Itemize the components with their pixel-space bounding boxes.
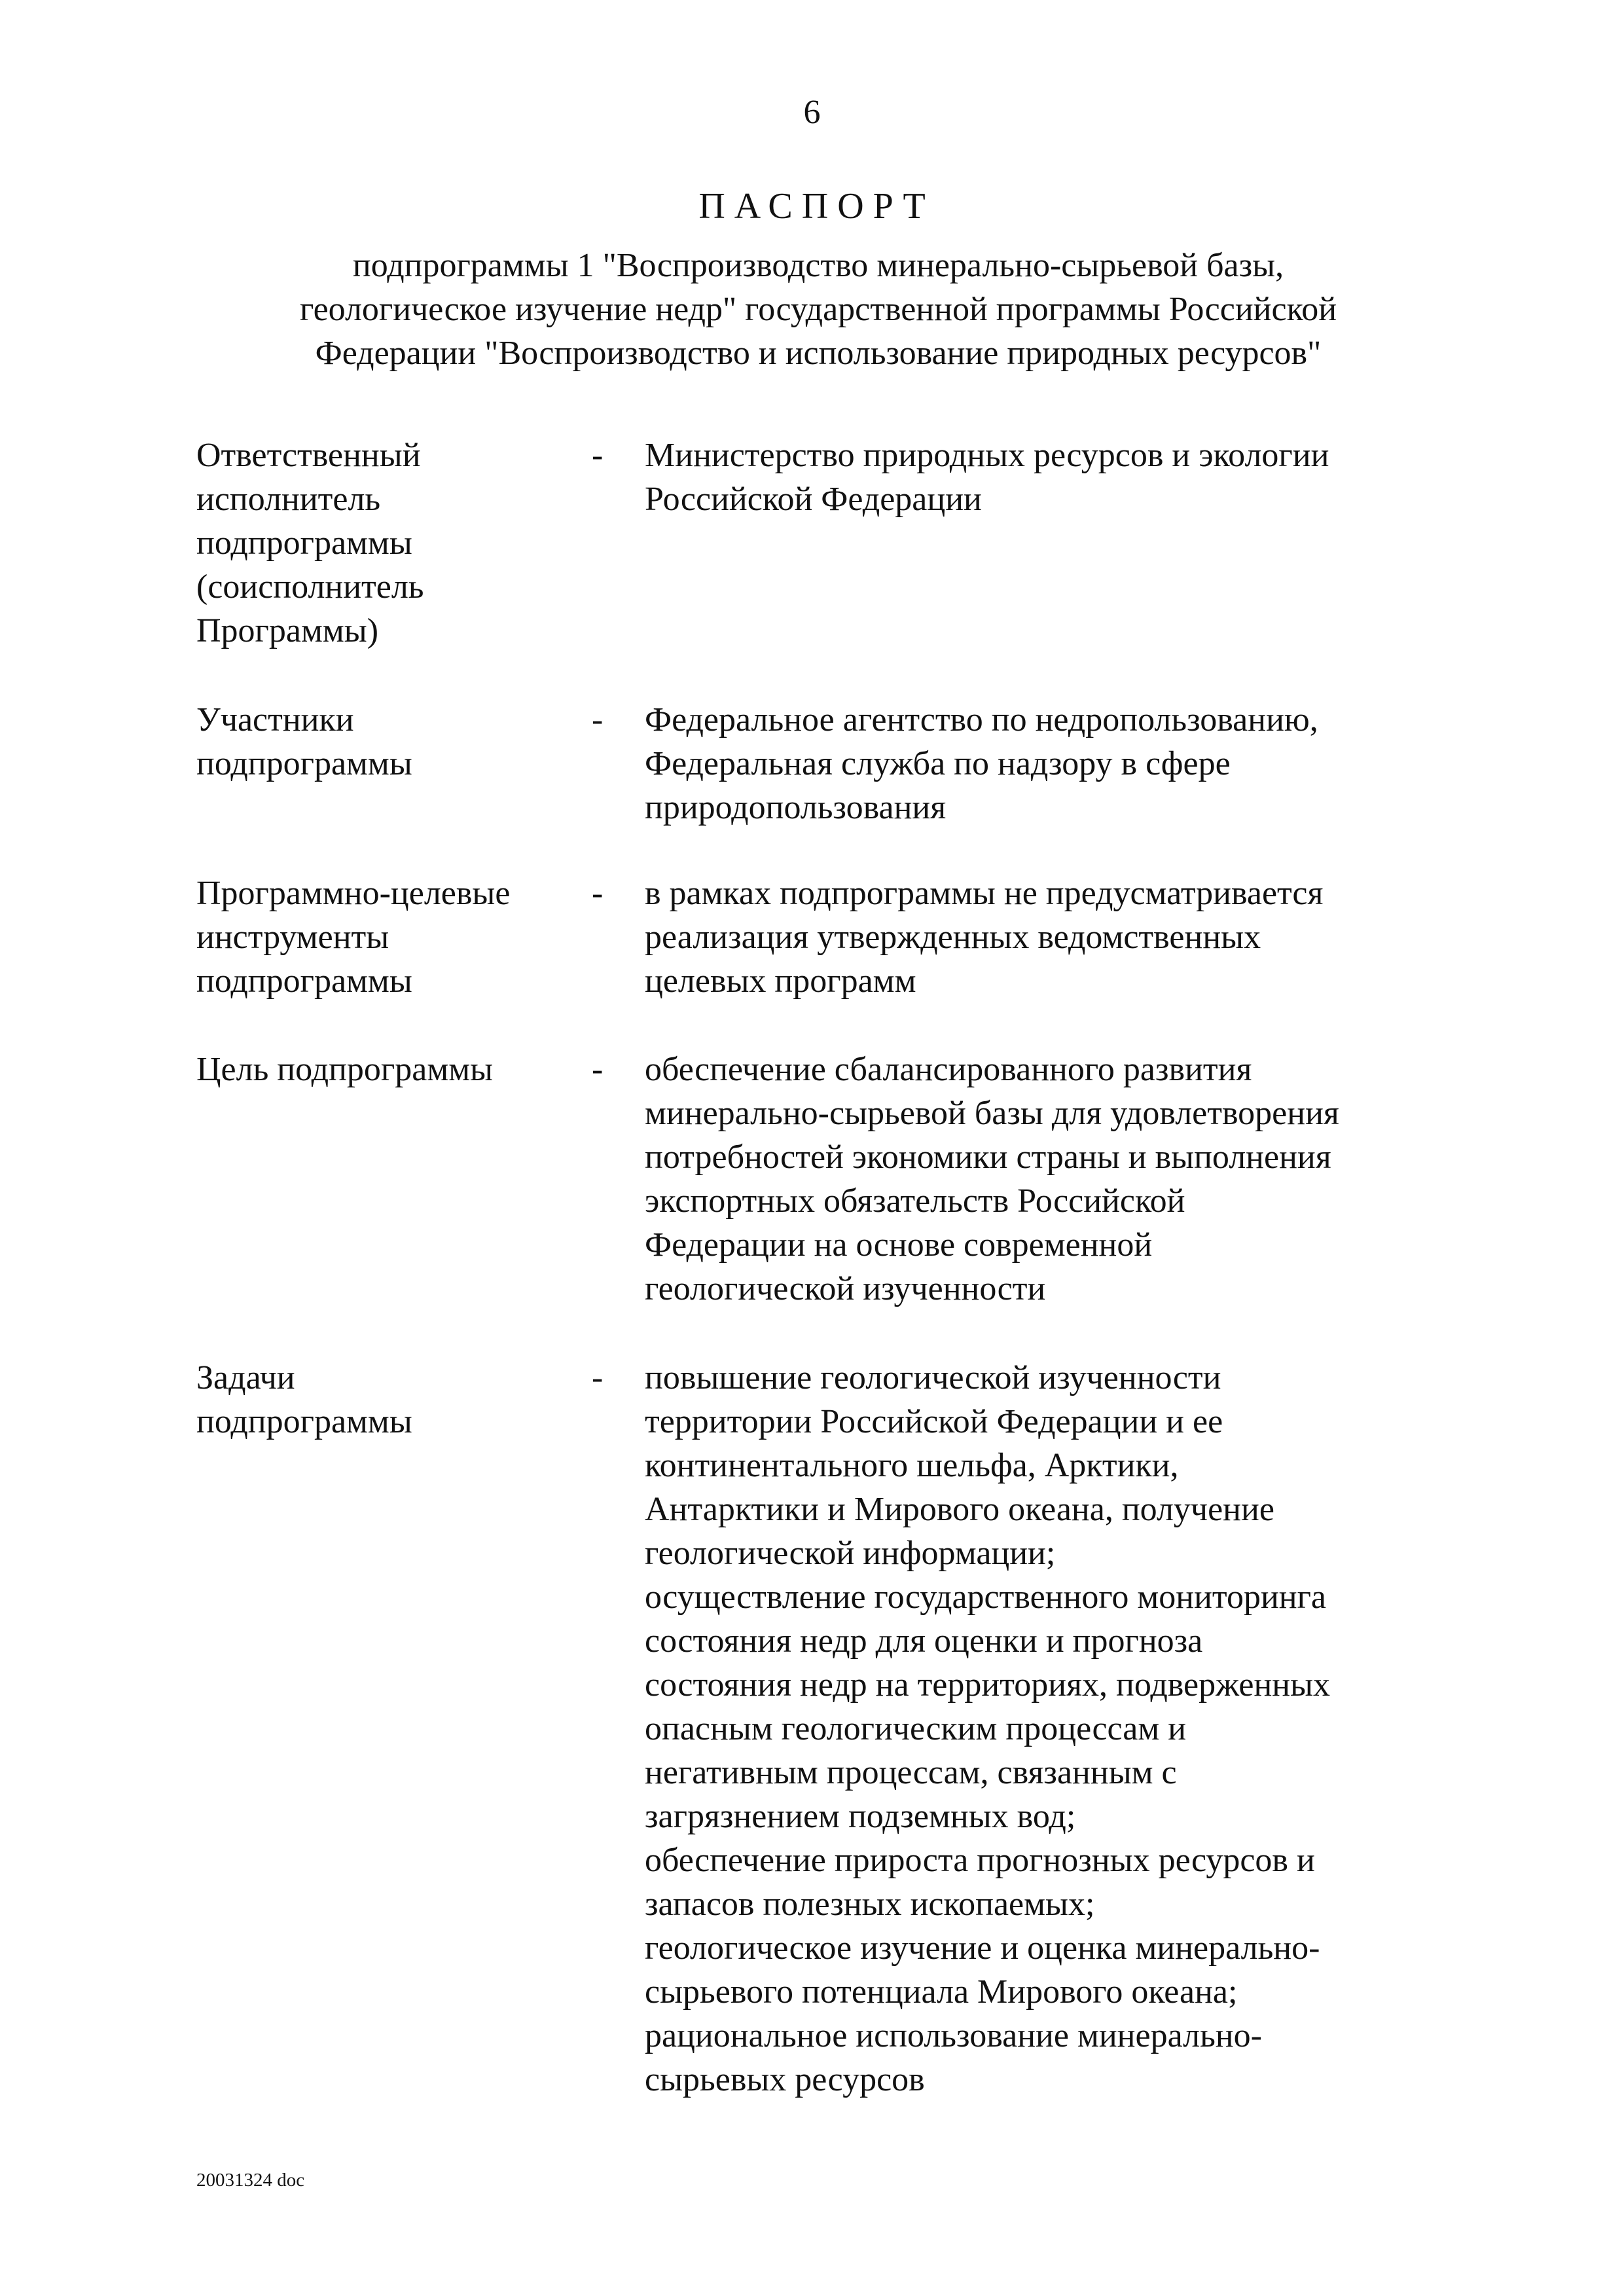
value-line: запасов полезных ископаемых;	[645, 1886, 1095, 1923]
value-line: геологической информации;	[645, 1535, 1056, 1572]
label-line: Участники	[196, 701, 354, 738]
subtitle-line: геологическое изучение недр" государственной программы Российской	[299, 291, 1337, 328]
section-value	[645, 433, 1522, 521]
value-line: Федеральное агентство по недропользованию,	[645, 701, 1318, 738]
value-line: целевых программ	[645, 962, 916, 1000]
value-line: Российской Федерации	[645, 481, 982, 518]
value-line: опасным геологическим процессам и	[645, 1710, 1187, 1747]
subtitle-line: подпрограммы 1 "Воспроизводство минерально-сырьевой базы,	[352, 247, 1284, 284]
value-line: Федеральная служба по надзору в сфере	[645, 745, 1231, 782]
section-label	[196, 1048, 589, 1091]
section-label	[196, 698, 589, 786]
section-dash: -	[592, 875, 604, 912]
value-line: континентального шельфа, Арктики,	[645, 1447, 1179, 1484]
label-line: (соисполнитель	[196, 568, 424, 606]
label-line: исполнитель	[196, 481, 381, 518]
value-line: состояния недр на территориях, подверженных	[645, 1666, 1331, 1704]
value-line: повышение геологической изученности	[645, 1359, 1221, 1396]
value-line: рациональное использование минерально-	[645, 2017, 1262, 2054]
value-line: негативным процессам, связанным с	[645, 1754, 1177, 1791]
value-line: Министерство природных ресурсов и экологии	[645, 437, 1329, 474]
label-line: подпрограммы	[196, 962, 412, 1000]
value-line: экспортных обязательств Российской	[645, 1182, 1185, 1220]
label-line: Программно-целевые	[196, 875, 511, 912]
page-number: 6	[803, 94, 821, 131]
value-line: геологическое изучение и оценка минерально-	[645, 1929, 1320, 1967]
label-line: Задачи	[196, 1359, 295, 1396]
value-line: Антарктики и Мирового океана, получение	[645, 1491, 1274, 1528]
section-dash: -	[592, 701, 604, 738]
label-line: Цель подпрограммы	[196, 1051, 494, 1088]
section-value	[645, 871, 1522, 1003]
value-line: загрязнением подземных вод;	[645, 1798, 1076, 1835]
section-value	[645, 698, 1522, 829]
footer-document-code: 20031324 doc	[196, 2170, 305, 2191]
value-line: территории Российской Федерации и ее	[645, 1403, 1223, 1440]
value-line: состояния недр для оценки и прогноза	[645, 1622, 1203, 1660]
section-dash: -	[592, 437, 604, 474]
section-label	[196, 871, 589, 1003]
label-line: подпрограммы	[196, 745, 412, 782]
document-subtitle	[157, 244, 1479, 375]
label-line: Ответственный	[196, 437, 421, 474]
value-line: реализация утвержденных ведомственных	[645, 919, 1261, 956]
value-line: геологической изученности	[645, 1270, 1046, 1307]
section-value	[645, 1048, 1522, 1311]
value-line: природопользования	[645, 789, 947, 826]
document-title: ПАСПОРТ	[698, 186, 935, 227]
label-line: подпрограммы	[196, 1403, 412, 1440]
value-line: сырьевого потенциала Мирового океана;	[645, 1973, 1238, 2011]
section-dash: -	[592, 1051, 604, 1088]
value-line: в рамках подпрограммы не предусматривается	[645, 875, 1324, 912]
section-label	[196, 1356, 589, 1444]
value-line: обеспечение прироста прогнозных ресурсов и	[645, 1842, 1315, 1879]
value-line: сырьевых ресурсов	[645, 2061, 925, 2098]
section-value	[645, 1356, 1522, 2102]
label-line: подпрограммы	[196, 524, 412, 562]
value-line: минерально-сырьевой базы для удовлетворения	[645, 1095, 1339, 1132]
label-line: Программы)	[196, 612, 379, 649]
value-line: Федерации на основе современной	[645, 1226, 1153, 1264]
value-line: обеспечение сбалансированного развития	[645, 1051, 1252, 1088]
value-line: потребностей экономики страны и выполнения	[645, 1139, 1331, 1176]
subtitle-line: Федерации "Воспроизводство и использование природных ресурсов"	[315, 335, 1322, 372]
section-dash: -	[592, 1359, 604, 1396]
label-line: инструменты	[196, 919, 389, 956]
value-line: осуществление государственного мониторинга	[645, 1578, 1327, 1616]
section-label	[196, 433, 589, 653]
